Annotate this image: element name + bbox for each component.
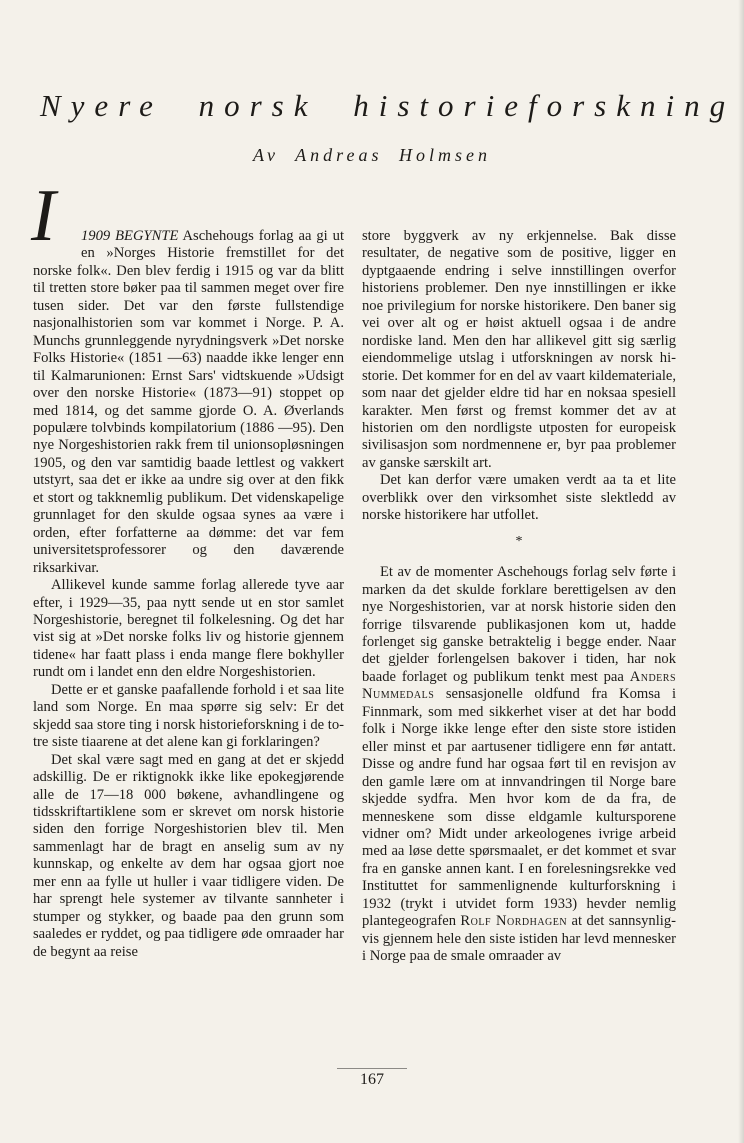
- opening-year: 1909: [81, 228, 111, 244]
- section-separator: *: [515, 533, 523, 549]
- paragraph-3: Dette er et ganske paafallende forhold i et saa lite land som Norge. En maa spørre sig selv: Er det skjedd saa store ting i norsk historieforskning i de to-tre siste tiaarene at det alene kan gi forklaringen?: [33, 681, 344, 751]
- paragraph-7-text-b: sensasjonelle oldfund fra Komsa i Finnmark, som med sikkerhet viser at det har bodd folk i Norge ikke lenge efter den siste store istiden eller minst et par aartusener tidligere enn før antatt. Disse og andre fund har ogsaa ført til en revisjon av den gamle lære om at innvandringen til Norge bare skjedde sydfra. Men hvor kom de da fra, de menneskene som disse eldgamle kultursporene vidner om? Midt under arkeologenes ivrige arbeid med aa løse dette spørsmaalet, er det kommet et svar fra en ganske annen kant. I en forelesningsrekke ved Instituttet for sammenlignende kulturforskning i 1932 (trykt i utvidet form 1933) hevder nemlig plantegeografen: [362, 686, 676, 930]
- paragraph-1: [31, 175, 345, 577]
- drop-cap-initial: I: [31, 175, 56, 257]
- paragraph-4: Det skal være sagt med en gang at det er skjedd adskillig. De er riktignokk ikke like epokegjørende alle de 17—18 000 bøkene, avhandlingene og tidsskriftartiklene som er skrevet om norsk historie siden den forrige Norgeshistorien blev til. Men sammenlagt har de bragt en anselig sum av ny kunnskap, og enkelte av dem har ogsaa gjort noe mer enn aa fylle ut huller i vaar tidligere viden. De har sprengt hele systemer av tilvante sannheter i stumper og stykker, og baade paa den grunn som saaledes er ryddet, og paa tidligere øde omraader har de begynt aa reise: [33, 751, 344, 960]
- paragraph-5: store byggverk av ny erkjennelse. Bak disse resultater, de negative som de positive, ligger en dyptgaaende endring i selve innstillingen overfor historiens problemer. Den nye innstillingen er ikke noe privilegium for norske historikere. Den baner sig vei over alt og er høist aktuell ogsaa i de andre nordiske land. Men den har allikevel gitt sig særlig eiendommelige utslag i utforskningen av norsk historie. Det kommer for en del av vaart kildemateriale, som naar det gjelder eldre tid har en noksaa spesiell karakter. Men først og fremst kommer det av at historien om den nordligste utposten for europeisk sivilisasjon som nordmennene er, byr paa problemer av ganske særskilt art.: [362, 228, 676, 471]
- paragraph-6: Det kan derfor være umaken verdt aa ta et lite overblikk over den virksomhet siste slektledd av norske historikere har utfollet.: [362, 472, 676, 524]
- person-name-nordhagen: Rolf Nordhagen: [460, 913, 568, 930]
- paragraph-7-text-c: at det sannsynligvis gjennem hele den siste istiden har levd mennesker i Norge paa de smale omraader av: [362, 913, 677, 965]
- opening-caps-word: BEGYNTE: [115, 228, 179, 244]
- article-byline: Av Andreas Holmsen: [253, 145, 491, 165]
- page-number: 167: [337, 1068, 407, 1089]
- left-column: [31, 175, 345, 961]
- paragraph-7-text-a: Et av de momenter Aschehougs forlag selv førte i marken da det skulde forklare berettigelsen av den nye Norgeshistorien, var at norsk historie siden den forrige tilsvarende publikasjonen kom ut, hadde forlenget sig ganske betraktelig i begge ender. Naar det gjelder forlengelsen bakover i tiden, har nok baade forlaget og publikum tenkt mest paa: [362, 564, 676, 685]
- article-title: Nyere norsk historieforskning: [40, 88, 736, 123]
- right-column: [362, 228, 676, 966]
- person-name-nummedal: Anders Nummedals: [362, 668, 677, 703]
- page-number-footer: [0, 1068, 744, 1089]
- page-edge-shadow: [738, 0, 744, 1143]
- paragraph-7: [362, 564, 676, 965]
- paragraph-1-text: Aschehougs forlag aa gi ut en »Norges Historie fremstillet for det norske folk«. Den blev ferdig i 1915 og var da blitt til tretten store bøker paa til sammen meget over fire tusen sider. Det var den første fullstendige nasjonalhistorien som var kommet i Norge. P. A. Munchs grunnleggende nyrydningsverk »Det norske Folks Historie« (1851 —63) naadde ikke lenger enn til Kalmarunionen: Ernst Sars' vidtskuende »Udsigt over den norske Historie« (1873—91) stoppet op med 1814, og det samme gjorde O. A. Øverlands populære tolvbinds kompilatorium (1886 —95). Den nye Norgeshistorien rakk frem til unionsopløsningen 1905, og den var samtidig baade lettlest og vakkert utstyrt, saa det er ikke aa undre sig over at den fikk et stort og takknemlig publikum. Det videnskapelige grunnlaget for den skulde ogsaa synes aa være i orden, efter forfatterne aa dømme: det var fem universitetsprofessorer og den daværende riksarkivar.: [33, 228, 345, 576]
- paragraph-2: Allikevel kunde samme forlag allerede tyve aar efter, i 1929—35, paa nytt sende ut en stor samlet Norgeshistorie, beregnet til folkelesning. Og det har vist sig at »Det norske folks liv og historie gjennem tidene« har faatt plass i enda mange flere bokhyller rundt om i landet enn den eldre Norgeshistorien.: [33, 577, 344, 681]
